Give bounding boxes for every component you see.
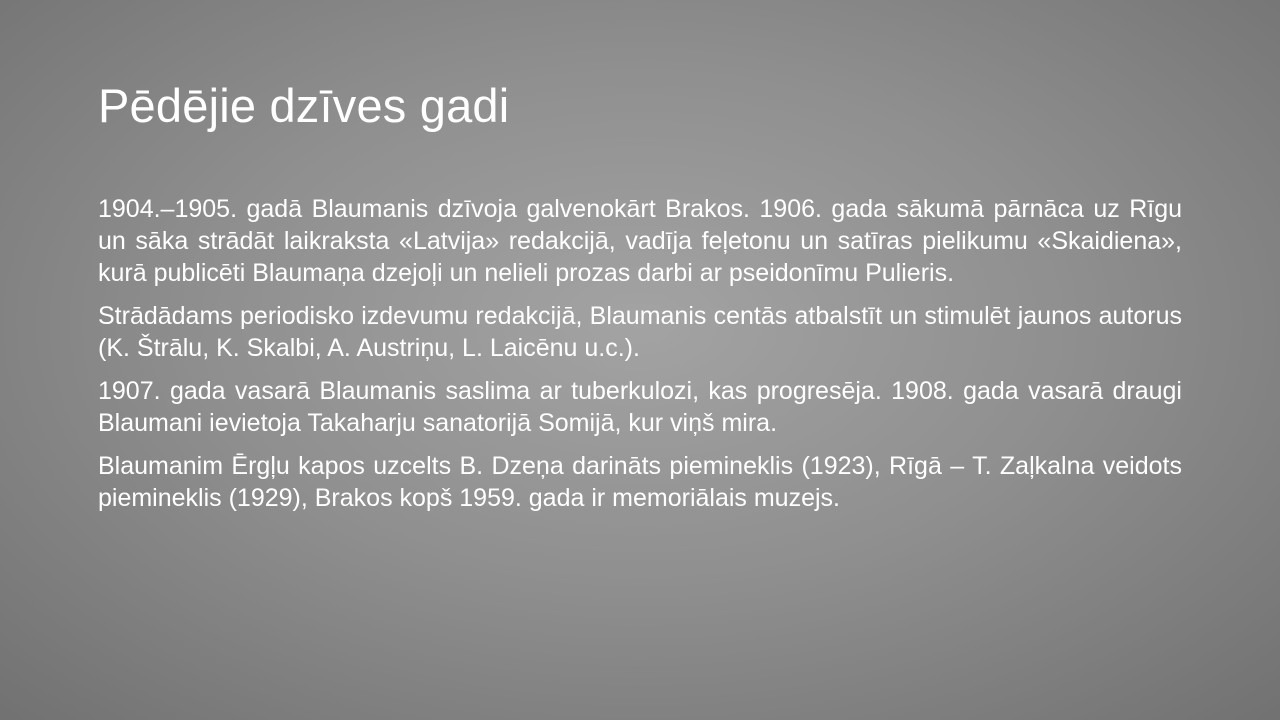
body-paragraph-4: Blaumanim Ērgļu kapos uzcelts B. Dzeņa darināts piemineklis (1923), Rīgā – T. Zaļkalna veidots piemineklis (1929), Brakos kopš 1959. gada ir memoriālais muzejs.	[98, 452, 1182, 512]
slide-title: Pēdējie dzīves gadi	[98, 79, 510, 132]
body-paragraph-2: Strādādams periodisko izdevumu redakcijā, Blaumanis centās atbalstīt un stimulēt jaunos autorus (K. Štrālu, K. Skalbi, A. Austriņu, L. Laicēnu u.c.).	[98, 302, 1182, 362]
body-paragraph-3: 1907. gada vasarā Blaumanis saslima ar tuberkulozi, kas progresēja. 1908. gada vasarā draugi Blaumani ievietoja Takaharju sanatorijā Somijā, kur viņš mira.	[98, 377, 1182, 437]
body-paragraph-1: 1904.–1905. gadā Blaumanis dzīvoja galvenokārt Brakos. 1906. gada sākumā pārnāca uz Rīgu un sāka strādāt laikraksta «Latvija» redakcijā, vadīja feļetonu un satīras pielikumu «Skaidiena», kurā publicēti Blaumaņa dzejoļi un nelieli prozas darbi ar pseidonīmu Pulieris.	[98, 195, 1182, 287]
slide-body	[98, 193, 1182, 525]
